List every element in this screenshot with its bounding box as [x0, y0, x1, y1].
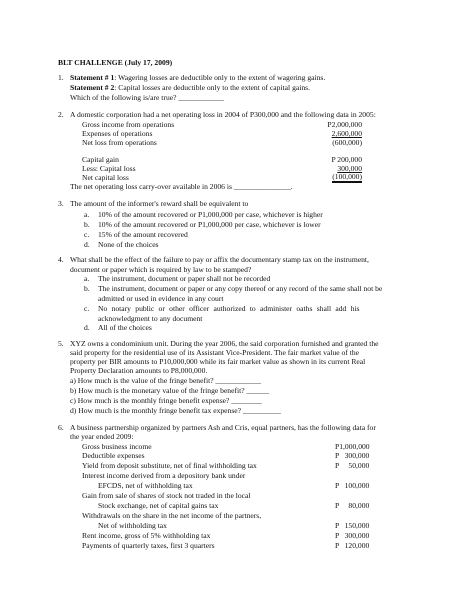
q6-row-label: Net of withholding tax — [98, 521, 167, 530]
q2-row-value: 2,600,000 — [331, 129, 362, 138]
q6-row-value: P 300,000 — [335, 531, 370, 540]
q5-subquestion: a) How much is the value of the fringe benefit? ____________ — [70, 376, 262, 385]
q5-subquestion: d) How much is the monthly fringe benefit tax expense? __________ — [70, 406, 281, 415]
q5-text-line: Property Declaration amounts to P8,000,000. — [70, 366, 208, 375]
q3-choice-letter: c. — [84, 230, 90, 239]
q5-text-line: XYZ owns a condominium unit. During the year 2006, the said corporation furnished and granted the — [70, 339, 379, 348]
q6-row-value: P 150,000 — [335, 521, 370, 530]
q2-row-label: Gross income from operations — [82, 120, 175, 129]
q1-number: 1. — [58, 73, 64, 82]
q6-row-label: EFCDS, net of withholding tax — [98, 481, 193, 490]
q2-row-value: 300,000 — [337, 164, 362, 173]
q4-choice-text-cont: acknowledgment to any document — [98, 314, 203, 323]
q2-row-value: (100,000) — [332, 172, 362, 181]
q6-row-value: P 50,000 — [335, 461, 370, 470]
q3-choice-letter: b. — [84, 220, 90, 229]
q6-row-label: Rent income, gross of 5% withholding tax — [82, 531, 211, 540]
q2-row-value: (600,000) — [332, 138, 362, 147]
q6-intro-line-1: A business partnership organized by partners Ash and Cris, equal partners, has the following data for — [70, 423, 376, 432]
q3-choice-text: None of the choices — [98, 240, 159, 249]
q6-row-label: Deductible expenses — [82, 451, 145, 460]
q6-row-label: Stock exchange, net of capital gains tax — [98, 501, 219, 510]
q5-text-line: said property for the residential use of its Assistant Vice-President. The fair market value of the — [70, 348, 360, 357]
q2-row-value: P 200,000 — [331, 155, 362, 164]
q6-row-label: Yield from deposit substitute, net of final withholding tax — [82, 461, 257, 470]
q4-choice-letter: a. — [84, 274, 90, 283]
q6-row-label: Payments of quarterly taxes, first 3 quarters — [82, 541, 215, 550]
q2-question: The net operating loss carry-over available in 2006 is _______________. — [70, 182, 293, 191]
q6-row-label: Gain from sale of shares of stock not traded in the local — [82, 491, 251, 500]
q4-choice-text: The instrument, document or paper or any copy thereof or any record of the same shall not be — [98, 284, 383, 293]
q4-choice-letter: b. — [84, 284, 90, 293]
q6-row-value: P 300,000 — [335, 451, 370, 460]
q2-row-label: Net loss from operations — [82, 138, 157, 147]
q4-choice-letter: d. — [84, 323, 90, 332]
q1-statement-2-label: Statement # 2 — [70, 83, 115, 92]
q3-choice-text: 15% of the amount recovered — [98, 230, 188, 239]
q4-choice-text-cont: admitted or used in evidence in any court — [98, 294, 224, 303]
q5-number: 5. — [58, 339, 64, 348]
q6-row-value: P 80,000 — [335, 501, 370, 510]
q3-number: 3. — [58, 199, 64, 208]
q6-row-value: P1,000,000 — [335, 442, 370, 451]
q4-question-line-1: What shall be the effect of the failure to pay or affix the documentary stamp tax on the instrument, — [70, 255, 369, 264]
q1-statement-2-text: : Capital losses are deductible only to the extent of capital gains. — [114, 83, 310, 92]
q6-number: 6. — [58, 423, 64, 432]
q3-choice-letter: d. — [84, 240, 90, 249]
q1-statement-1-text: : Wagering losses are deductible only to the extent of wagering gains. — [114, 73, 326, 82]
q4-question-line-2: document or paper which is required by law to be stamped? — [70, 265, 252, 274]
q2-intro: A domestic corporation had a net operating loss in 2004 of P300,000 and the following data in 2005: — [70, 110, 376, 119]
q3-choice-text: 10% of the amount recovered or P1,000,000 per case, whichever is lower — [98, 220, 321, 229]
q4-choice-letter: c. — [84, 304, 90, 313]
q1-question: Which of the following is/are true? ____________ — [70, 93, 224, 102]
q5-text-line: property per BIR amounts to P10,000,000 while its fair market value as shown in its current Real — [70, 357, 366, 366]
q6-row-label: Withdrawals on the share in the net income of the partners, — [82, 511, 262, 520]
q5-subquestion: c) How much is the monthly fringe benefit expense? ________ — [70, 396, 262, 405]
q1-statement-1-label: Statement # 1 — [70, 73, 115, 82]
q2-row-value: P2,000,000 — [327, 120, 362, 129]
q2-row-label: Less: Capital loss — [82, 164, 136, 173]
page-title: BLT CHALLENGE (July 17, 2009) — [58, 58, 173, 67]
q2-row-label: Net capital loss — [82, 173, 129, 182]
q6-intro-line-2: the year ended 2009: — [70, 432, 134, 441]
q2-row-label: Expenses of operations — [82, 129, 153, 138]
q6-row-value: P 120,000 — [335, 541, 370, 550]
q3-question: The amount of the informer's reward shall be equivalent to — [70, 199, 249, 208]
q5-subquestion: b) How much is the monetary value of the fringe benefit? ______ — [70, 386, 270, 395]
q6-row-label: Gross business income — [82, 442, 152, 451]
q1-statement-1 — [70, 73, 325, 82]
q4-choice-text: No notary public or other officer authorized to administer oaths shall add his — [98, 304, 360, 313]
q4-choice-text: All of the choices — [98, 323, 152, 332]
q4-choice-text: The instrument, document or paper shall not be recorded — [98, 274, 271, 283]
q6-row-label: Interest income derived from a depository bank under — [82, 471, 246, 480]
q2-number: 2. — [58, 110, 64, 119]
q3-choice-letter: a. — [84, 210, 90, 219]
q3-choice-text: 10% of the amount recovered or P1,000,000 per case, whichever is higher — [98, 210, 323, 219]
q4-number: 4. — [58, 255, 64, 264]
q2-row-label: Capital gain — [82, 155, 119, 164]
q1-statement-2 — [70, 83, 310, 92]
q6-row-value: P 100,000 — [335, 481, 370, 490]
